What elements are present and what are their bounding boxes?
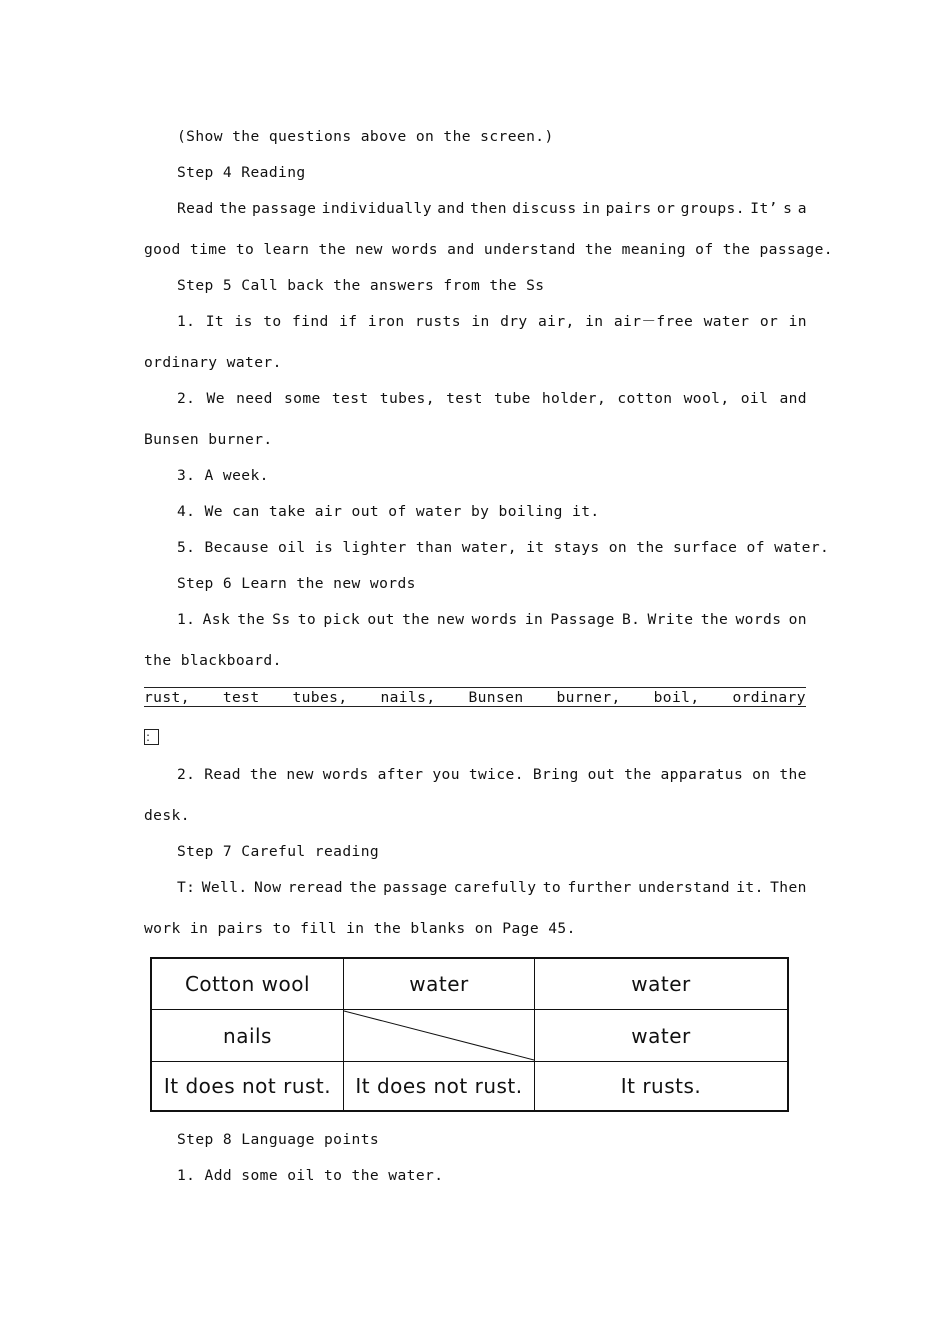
word: Well.: [201, 879, 248, 896]
word: Then: [770, 879, 807, 896]
word: Bring: [532, 766, 579, 783]
vocab-word: Bunsen: [468, 688, 524, 706]
word: words: [471, 611, 518, 628]
new-words-box: [144, 687, 806, 707]
word: oil: [740, 390, 769, 407]
word: need: [236, 390, 273, 407]
vocab-word: tubes,: [292, 688, 348, 706]
vocab-word: nails,: [380, 688, 436, 706]
word: the: [219, 200, 247, 217]
word: on: [752, 766, 771, 783]
word: Ask: [202, 611, 231, 628]
step-heading: Step 5 Call back the answers from the Ss: [177, 277, 545, 294]
text-line: desk.: [144, 807, 190, 824]
word: 1.: [177, 611, 196, 628]
word: you: [432, 766, 460, 783]
word: iron: [367, 313, 405, 330]
word: the: [349, 879, 377, 896]
experiment-table: [150, 957, 789, 1112]
answer-line: [177, 313, 807, 331]
word: in: [581, 200, 601, 217]
vocab-word: burner,: [556, 688, 621, 706]
word: reread: [287, 879, 343, 896]
word: 2.: [177, 390, 196, 407]
word: the: [700, 611, 729, 628]
answer-line: [177, 390, 807, 408]
step-heading: Step 4 Reading: [177, 164, 306, 181]
word: carefully: [453, 879, 537, 896]
word: passage: [383, 879, 448, 896]
word: Passage: [550, 611, 615, 628]
text-line: ordinary water.: [144, 354, 282, 371]
word: pairs: [605, 200, 652, 217]
word: the: [402, 611, 430, 628]
word: to: [263, 313, 282, 330]
step-heading: Step 8 Language points: [177, 1131, 380, 1148]
word: apparatus: [660, 766, 744, 783]
word: out: [367, 611, 395, 628]
word: B.: [621, 611, 641, 628]
word: test: [446, 390, 483, 407]
answer-line: 4. We can take air out of water by boiling it.: [177, 503, 600, 520]
word: understand: [638, 879, 730, 896]
vocab-word: boil,: [653, 688, 700, 706]
text-line: Bunsen burner.: [144, 431, 273, 448]
step-heading: Step 6 Learn the new words: [177, 575, 416, 592]
table-cell: It does not rust.: [355, 1074, 523, 1098]
word: words: [322, 766, 369, 783]
word: it.: [736, 879, 764, 896]
step-heading: Step 7 Careful reading: [177, 843, 380, 860]
word: some: [283, 390, 321, 407]
word: the: [249, 766, 278, 783]
table-cell: It does not rust.: [163, 1074, 332, 1098]
word: the: [779, 766, 807, 783]
table-cell: water: [409, 972, 469, 996]
diagonal-line: [344, 1010, 534, 1061]
text-line-justified: [177, 879, 807, 897]
word: tube: [493, 390, 531, 407]
word: passage: [252, 200, 317, 217]
word: individually: [321, 200, 432, 217]
word: after: [377, 766, 424, 783]
table-cell-diagonal: [344, 1010, 534, 1061]
word: in: [471, 313, 490, 330]
word: twice.: [468, 766, 524, 783]
word: wool,: [683, 390, 730, 407]
word: dry: [500, 313, 528, 330]
word: discuss: [512, 200, 577, 217]
word: It’: [750, 200, 778, 217]
word: in: [524, 611, 544, 628]
word: We: [206, 390, 225, 407]
table-cell: water: [631, 972, 691, 996]
text-line-justified: [177, 200, 807, 218]
vocab-word: ordinary: [732, 688, 806, 706]
word: the: [624, 766, 652, 783]
word: out: [587, 766, 616, 783]
word: groups.: [680, 200, 745, 217]
word: further: [567, 879, 632, 896]
word: air－free: [613, 313, 694, 330]
word: the: [237, 611, 265, 628]
text-line: 1. Add some oil to the water.: [177, 1167, 444, 1184]
text-line-justified: [177, 611, 807, 629]
word: and: [437, 200, 465, 217]
word: new: [436, 611, 465, 628]
word: tubes,: [379, 390, 435, 407]
word: and: [779, 390, 807, 407]
word: cotton: [617, 390, 673, 407]
word: Read: [204, 766, 241, 783]
word: 1.: [177, 313, 196, 330]
text-line: work in pairs to fill in the blanks on Page 45.: [144, 920, 576, 937]
word: a: [797, 200, 807, 217]
word: is: [234, 313, 253, 330]
word: T:: [177, 879, 196, 896]
word: pick: [323, 611, 361, 628]
word: It: [205, 313, 225, 330]
colon-box: ：: [145, 730, 158, 744]
vocab-word: test: [222, 688, 260, 706]
word: Read: [177, 200, 214, 217]
word: or: [656, 200, 676, 217]
word: Now: [253, 879, 282, 896]
word: in: [788, 313, 807, 330]
word: then: [470, 200, 507, 217]
text-line-justified: [177, 766, 807, 784]
word: holder,: [541, 390, 607, 407]
word: new: [286, 766, 314, 783]
word: or: [759, 313, 779, 330]
text-line: the blackboard.: [144, 652, 282, 669]
word: air,: [538, 313, 575, 330]
answer-line: 3. A week.: [177, 467, 269, 484]
word: Write: [647, 611, 694, 628]
word: Ss: [272, 611, 291, 628]
text-line: good time to learn the new words and understand the meaning of the passage.: [144, 241, 833, 258]
word: rusts: [415, 313, 461, 330]
word: find: [292, 313, 329, 330]
word: words: [735, 611, 782, 628]
word: s: [783, 200, 793, 217]
table-cell: nails: [223, 1023, 272, 1048]
word: in: [585, 313, 604, 330]
table-cell: Cotton wool: [184, 972, 311, 996]
word: to: [542, 879, 562, 896]
table-cell: water: [631, 1023, 691, 1048]
word: water: [703, 313, 750, 330]
word: on: [788, 611, 807, 628]
text-line: (Show the questions above on the screen.): [177, 128, 554, 145]
vocab-word: rust,: [144, 688, 190, 706]
word: 2.: [177, 766, 196, 783]
answer-line: 5. Because oil is lighter than water, it stays on the surface of water.: [177, 539, 830, 556]
word: to: [297, 611, 317, 628]
table-cell: It rusts.: [620, 1074, 702, 1098]
word: if: [339, 313, 358, 330]
word: test: [331, 390, 369, 407]
